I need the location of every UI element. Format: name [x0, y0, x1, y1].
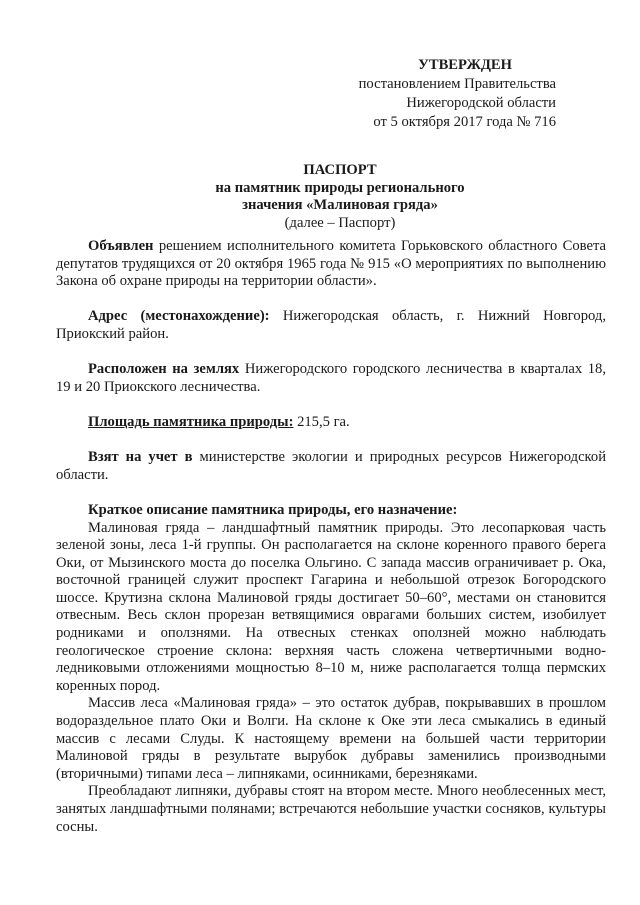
area-text: 215,5 га.	[293, 413, 350, 430]
address-text: Нижегородская область, г. Нижний Новгород, Приокский район.	[56, 308, 606, 342]
declared-label: Объявлен	[88, 238, 154, 254]
area-label: Площадь памятника природы:	[88, 413, 294, 430]
approval-block	[340, 56, 556, 132]
area-paragraph	[56, 414, 606, 432]
description-paragraph-2: Массив леса «Малиновая гряда» – это остаток дубрав, покрывавших в прошлом водораздельное плато Оки и Волги. На склоне к Оке эти леса смыкались в единый массив с лесами Слуды. К настоящему времени на большей части территории Малиновой гряды в результате вырубок дубравы заменились производными (вторичными) типами леса – липняками, осинниками, березняками.	[56, 695, 606, 782]
approval-line-3: от 5 октября 2017 года № 716	[373, 114, 556, 130]
title-line-3: значения «Малиновая гряда»	[242, 197, 438, 213]
description-label: Краткое описание памятника природы, его назначение:	[88, 501, 458, 518]
registered-label: Взят на учет в	[88, 449, 193, 466]
address-label: Адрес (местонахождение):	[88, 308, 270, 325]
document-title	[110, 162, 570, 232]
registered-text: министерстве экологии и природных ресурсов Нижегородской области.	[56, 449, 607, 483]
location-paragraph	[56, 361, 606, 396]
title-line-4: (далее – Паспорт)	[284, 214, 396, 231]
registered-paragraph	[56, 449, 606, 484]
approval-heading: УТВЕРЖДЕН	[418, 57, 512, 73]
location-label: Расположен на землях	[88, 361, 240, 378]
approval-line-1: постановлением Правительства	[358, 76, 556, 92]
declared-paragraph	[56, 238, 606, 291]
approval-line-2: Нижегородской области	[406, 95, 556, 111]
address-paragraph	[56, 308, 606, 343]
document-body	[56, 238, 606, 836]
location-text: Нижегородского городского лесничества в кварталах 18, 19 и 20 Приокского лесничества.	[56, 361, 606, 395]
description-paragraph-3: Преобладают липняки, дубравы стоят на втором месте. Много необлесенных мест, занятых ландшафтными полянами; встречаются небольшие участки сосняков, культуры сосны.	[56, 783, 606, 835]
declared-text: решением исполнительного комитета Горьковского областного Совета депутатов трудящихся от 20 октября 1965 года № 915 «О мероприятиях по выполнению Закона об охране природы на территории области».	[56, 238, 606, 290]
title-line-2: на памятник природы регионального	[215, 179, 465, 196]
title-line-1: ПАСПОРТ	[303, 162, 377, 178]
description-paragraph-1: Малиновая гряда – ландшафтный памятник природы. Это лесопарковая часть зеленой зоны, леса 1-й группы. Он располагается на склоне коренного правого берега Оки, от Мызинского моста до поселка Ольгино. С запада массив ограничивает р. Ока, восточной границей служит проспект Гагарина и небольшой отрезок Богородского шоссе. Крутизна склона Малиновой гряды достигает 50–60°, местами он становится отвесным. Весь склон прорезан ветвящимися оврагами больших систем, изобилует родниками и оползнями. На отвесных стенках оползней можно наблюдать геологическое строение склона: верхняя часть сложена четвертичными водно-ледниковыми отложениями мощностью 8–10 м, ниже располагается толща пермских коренных пород.	[56, 519, 606, 694]
description-heading-paragraph	[56, 502, 606, 520]
